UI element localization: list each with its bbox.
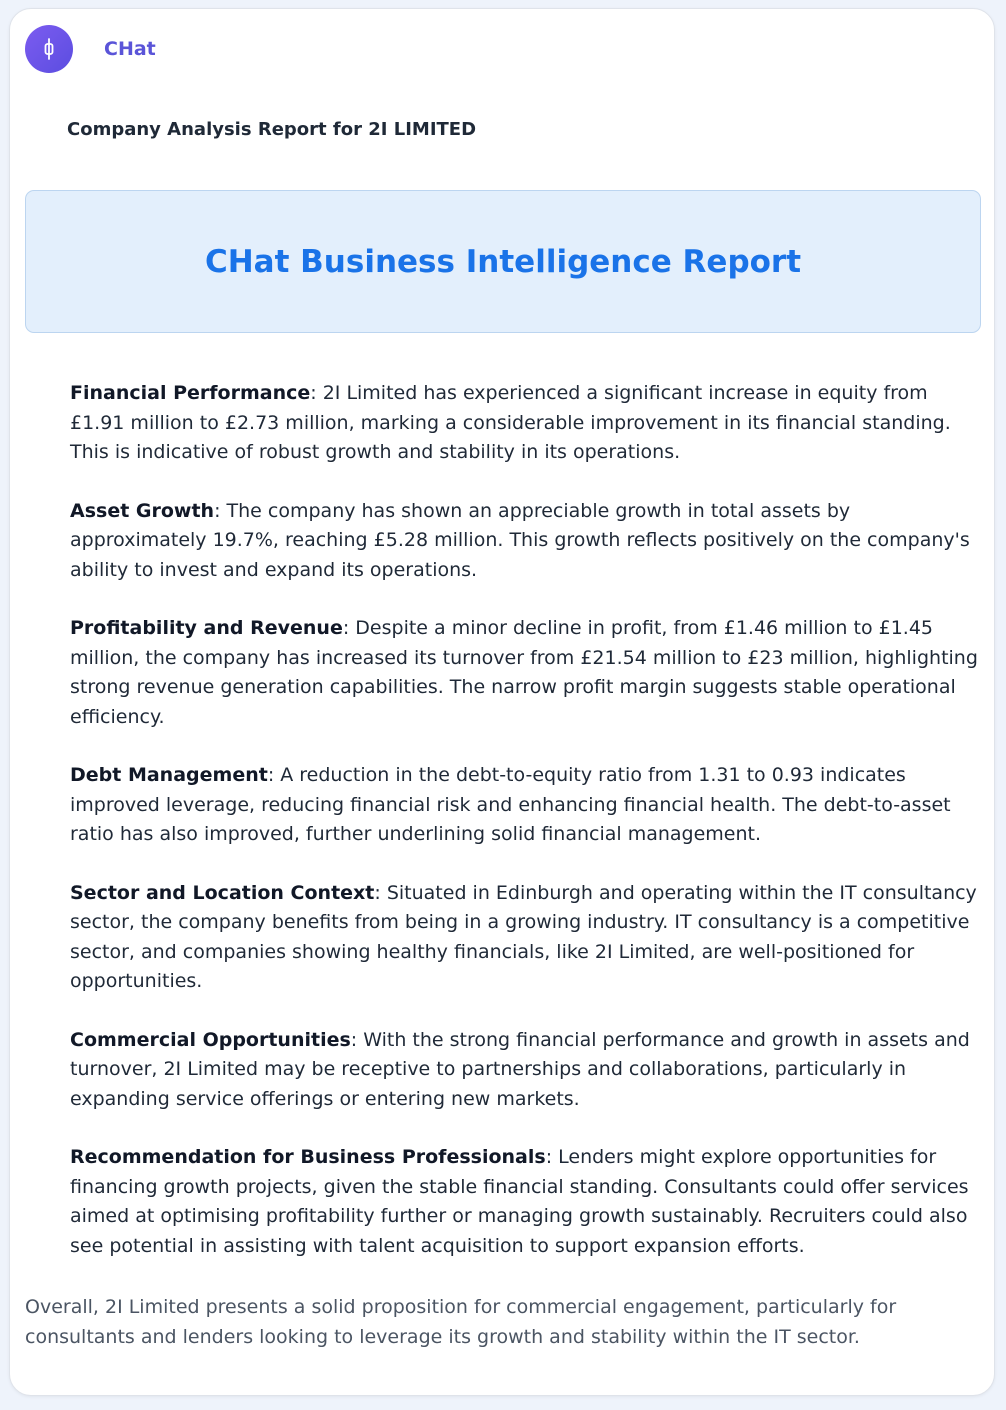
section-text: : With the strong financial performance and growth in assets and turnover, 2I Limited may be receptive to partnerships and collaborations, particularly in expanding service offerings or entering new markets. (70, 1028, 970, 1110)
section-sector-location (70, 879, 988, 997)
report-sections (70, 379, 988, 1290)
section-financial-performance (70, 379, 988, 468)
section-label: Debt Management (70, 764, 268, 786)
section-label: Commercial Opportunities (70, 1028, 351, 1051)
chat-message-card (9, 8, 995, 1396)
candlestick-icon (42, 38, 56, 60)
section-text: : Despite a minor decline in profit, from £1.46 million to £1.45 million, the company has increased its turnover from £21.54 million to £23 million, highlighting strong revenue generation capabilities. The narrow profit margin suggests stable operational efficiency. (70, 617, 978, 728)
banner-title: CHat Business Intelligence Report (204, 243, 802, 280)
report-banner (25, 190, 981, 333)
section-recommendation (70, 1143, 988, 1261)
report-title: Company Analysis Report for 2I LIMITED (67, 119, 477, 140)
section-text: : 2I Limited has experienced a significant increase in equity from £1.91 million to £2.73 million, marking a considerable improvement in its financial standing. This is indicative of robust growth and stability in its operations. (70, 382, 951, 463)
section-label: Recommendation for Business Professionals (70, 1146, 546, 1168)
section-commercial-opportunities (70, 1026, 988, 1115)
section-asset-growth (70, 497, 988, 586)
section-debt-management (70, 761, 988, 850)
message-header (25, 24, 156, 74)
section-text: : The company has shown an appreciable growth in total assets by approximately 19.7%, reaching £5.28 million. This growth reflects positively on the company's ability to invest and expand its operations. (70, 499, 970, 581)
section-text: : Situated in Edinburgh and operating within the IT consultancy sector, the company benefits from being in a growing industry. IT consultancy is a competitive sector, and companies showing healthy financials, like 2I Limited, are well-positioned for opportunities. (70, 881, 977, 992)
section-text: : Lenders might explore opportunities for financing growth projects, given the stable financial standing. Consultants could offer services aimed at optimising profitability further or managing growth sustainably. Recruiters could also see potential in assisting with talent acquisition to support expansion efforts. (70, 1146, 969, 1257)
section-label: Profitability and Revenue (70, 617, 343, 639)
section-text: : A reduction in the debt-to-equity ratio from 1.31 to 0.93 indicates improved leverage, reducing financial risk and enhancing financial health. The debt-to-asset ratio has also improved, further underlining solid financial management. (70, 764, 951, 845)
section-label: Financial Performance (70, 382, 311, 404)
summary-paragraph: Overall, 2I Limited presents a solid proposition for commercial engagement, particularly for consultants and lenders looking to leverage its growth and stability within the IT sector. (25, 1296, 897, 1348)
brand-name: CHat (104, 38, 156, 60)
section-label: Asset Growth (70, 499, 215, 522)
avatar (25, 25, 73, 73)
section-label: Sector and Location Context (70, 881, 375, 904)
section-profitability-revenue (70, 614, 988, 732)
